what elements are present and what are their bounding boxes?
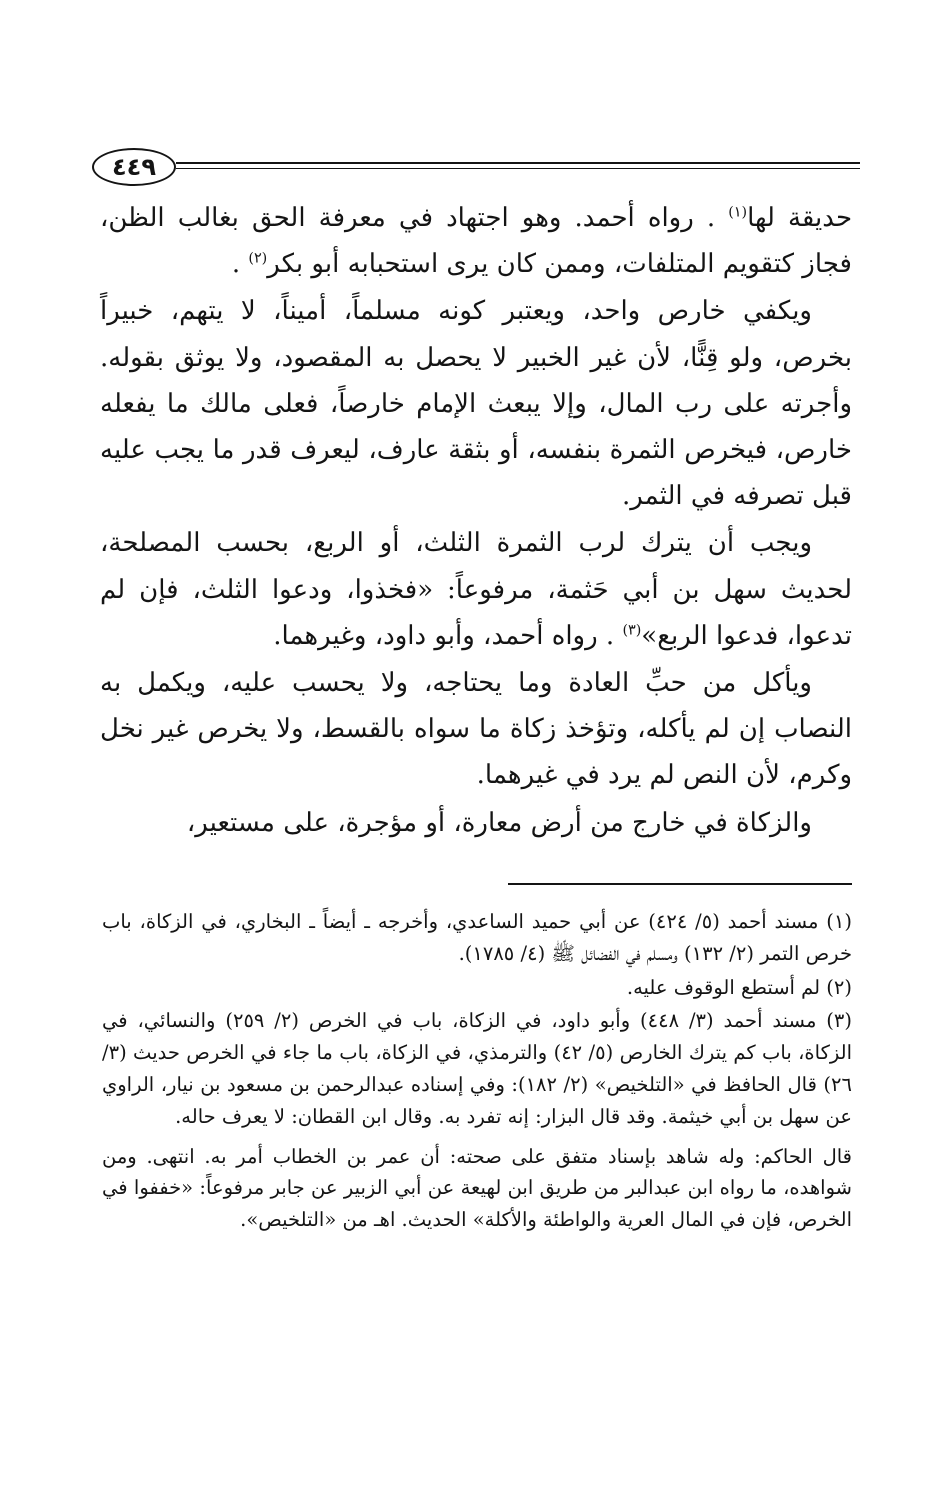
- page-number: ٤٤٩: [92, 148, 176, 186]
- footnote: (٣) مسند أحمد (٣/ ٤٤٨) وأبو داود، في الزكاة، باب في الخرص (٢/ ٢٥٩) والنسائي، في الزكاة، باب كم يترك الخارص (٥/ ٤٢) والترمذي، في الزكاة، باب ما جاء في الخرص حديث (٣/ ٢٦) قال الحافظ في «التلخيص» (٢/ ١٨٢): وفي إسناده عبدالرحمن بن مسعود بن نيار، الراوي عن سهل بن أبي خيثمة. وقد قال البزار: إنه تفرد به. وقال ابن القطان: لا يعرف حاله.: [102, 1009, 852, 1128]
- footnote-ref: (٣): [622, 622, 642, 639]
- footnotes: [102, 906, 852, 1238]
- paragraph: والزكاة في خارج من أرض معارة، أو مؤجرة، على مستعير،: [186, 807, 812, 838]
- footnote-separator: [508, 883, 852, 885]
- page-header: [92, 148, 860, 188]
- footnote-ref: (١): [728, 204, 748, 221]
- paragraph: ويجب أن يترك لرب الثمرة الثلث، أو الربع، بحسب المصلحة، لحديث سهل بن أبي حَثمة، مرفوعاً: «فخذوا، ودعوا الثلث، فإن لم تدعوا، فدعوا الربع»$^{(٣)}$ . رواه أحمد، وأبو داود، وغيرهما.: [100, 528, 852, 651]
- footnote: (١) مسند أحمد (٥/ ٤٢٤) عن أبي حميد الساعدي، وأخرجه ـ أيضاً ـ البخاري، في الزكاة، باب خرص التمر (٢/ ١٣٢) ومسلم في الفضائل ﷺ (٤/ ١٧٨٥).: [102, 910, 852, 965]
- footnote-ref: (٢): [248, 250, 268, 267]
- paragraph: حديقة لها$^{(١)}$ . رواه أحمد. وهو اجتهاد في معرفة الحق بغالب الظن، فجاز كتقويم المتلفات، وممن كان يرى استحبابه أبو بكر$^{(٢)}$ .: [100, 203, 853, 280]
- footnote: (٢) لم أستطع الوقوف عليه.: [626, 975, 852, 999]
- header-rule: [176, 162, 860, 169]
- footnote-continuation: قال الحاكم: وله شاهد بإسناد متفق على صحته: أن عمر بن الخطاب أمر به. انتهى. ومن شواهده، ما رواه ابن عبدالبر من طريق ابن لهيعة عن أبي الزبير عن جابر مرفوعاً: «خففوا في الخرص، فإن في المال العرية والواطئة والأكلة» الحديث. اهـ من «التلخيص».: [102, 1144, 852, 1232]
- main-text: [100, 195, 852, 846]
- paragraph: ويكفي خارص واحد، ويعتبر كونه مسلماً، أميناً، لا يتهم، خبيراً بخرص، ولو قِنًّا، لأن غير الخبير لا يحصل به المقصود، ولا يوثق بقوله. وأجرته على رب المال، وإلا يبعث الإمام خارصاً، فعلى مالك ما يفعله خارص، فيخرص الثمرة بنفسه، أو بثقة عارف، ليعرف قدر ما يجب عليه قبل تصرفه في الثمر.: [100, 296, 852, 512]
- paragraph: ويأكل من حبِّ العادة وما يحتاجه، ولا يحسب عليه، ويكمل به النصاب إن لم يأكله، وتؤخذ زكاة ما سواه بالقسط، ولا يخرص غير نخل وكرم، لأن النص لم يرد في غيرهما.: [100, 668, 852, 791]
